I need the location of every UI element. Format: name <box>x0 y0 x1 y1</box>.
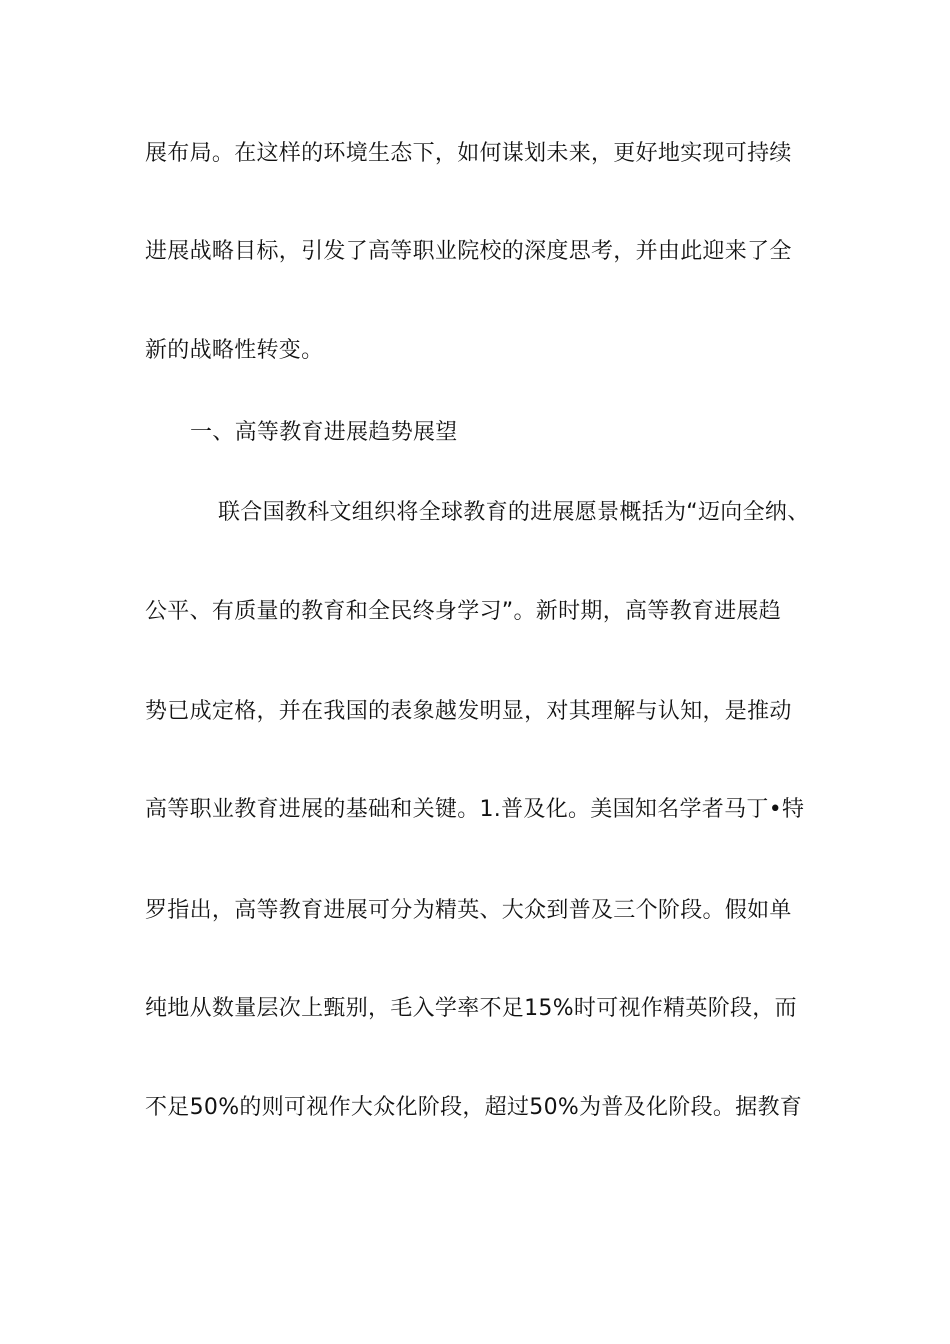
body-text-line: 公平、有质量的教育和全民终身学习”。新时期，高等教育进展趋 <box>145 599 782 624</box>
section-heading: 一、高等教育进展趋势展望 <box>190 420 458 445</box>
body-text-line: 展布局。在这样的环境生态下，如何谋划未来，更好地实现可持续 <box>145 141 792 166</box>
body-text-line: 势已成定格，并在我国的表象越发明显，对其理解与认知，是推动 <box>145 699 792 724</box>
body-text-line: 不足50%的则可视作大众化阶段，超过50%为普及化阶段。据教育 <box>145 1095 803 1120</box>
body-text-line: 联合国教科文组织将全球教育的进展愿景概括为“迈向全纳、 <box>218 500 810 525</box>
body-text-line: 高等职业教育进展的基础和关键。1.普及化。美国知名学者马丁•特 <box>145 797 805 822</box>
body-text-line: 新的战略性转变。 <box>145 338 324 363</box>
body-text-line: 进展战略目标，引发了高等职业院校的深度思考，并由此迎来了全 <box>145 239 792 264</box>
body-text-line: 罗指出，高等教育进展可分为精英、大众到普及三个阶段。假如单 <box>145 898 792 923</box>
body-text-line: 纯地从数量层次上甄别，毛入学率不足15%时可视作精英阶段，而 <box>145 996 797 1021</box>
